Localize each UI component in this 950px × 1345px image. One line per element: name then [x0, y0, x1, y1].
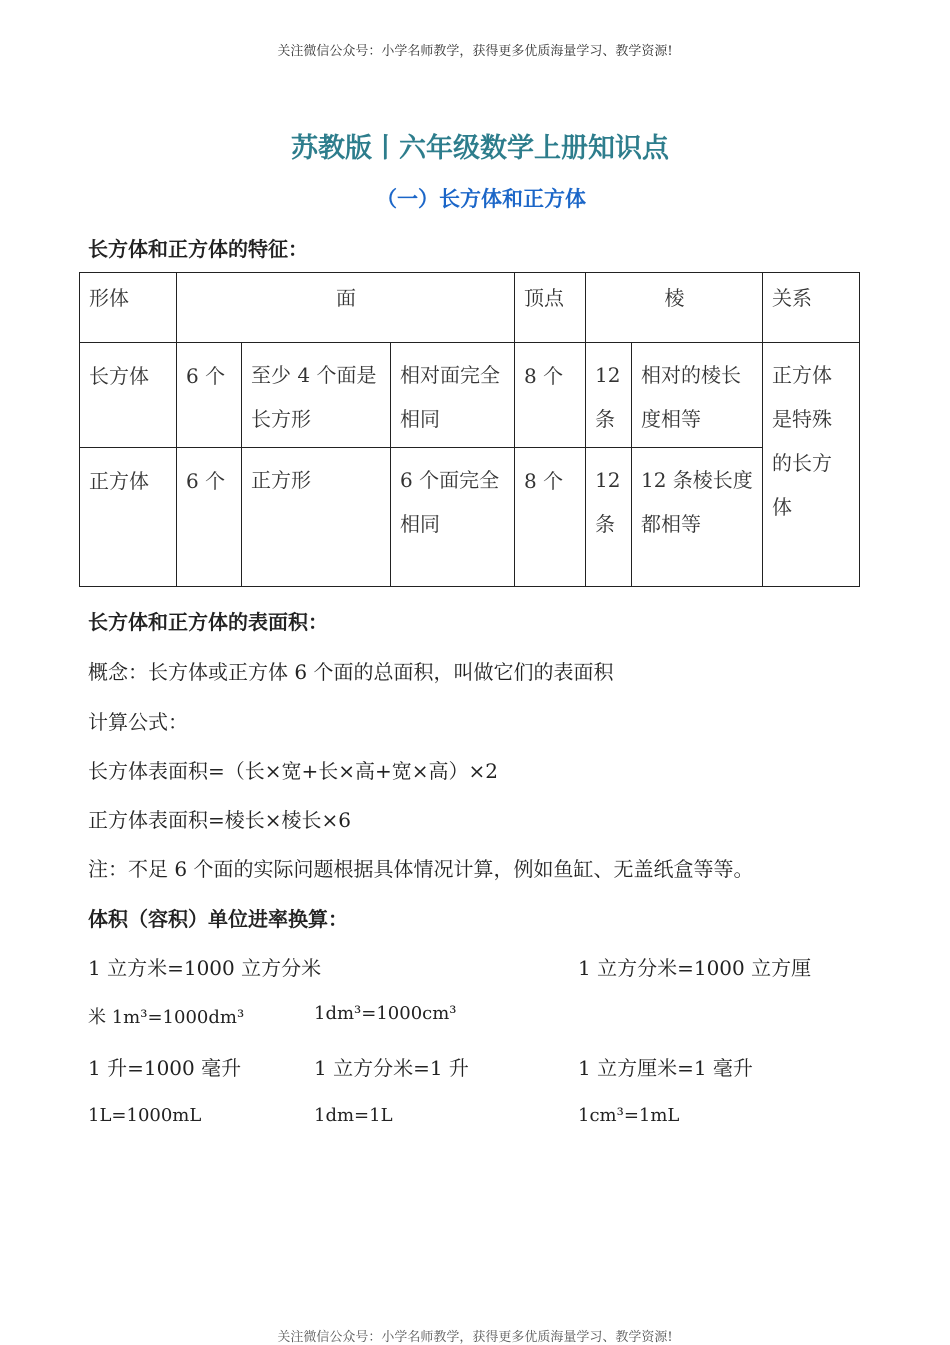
edge-relation-text: 12 条棱长度都相等 — [641, 468, 753, 536]
volume-units-heading: 体积（容积）单位进率换算： — [88, 907, 348, 931]
header-vertex: 顶点 — [515, 273, 586, 343]
table-header-row — [80, 273, 860, 343]
features-table — [79, 272, 860, 587]
cell-vertex-count: 8 个 — [515, 343, 586, 448]
edge-relation-text: 相对的棱长度相等 — [641, 363, 741, 431]
header-face: 面 — [177, 273, 515, 343]
features-heading: 长方体和正方体的特征： — [88, 237, 308, 261]
formula-label: 计算公式： — [88, 710, 188, 734]
face-relation-text: 相对面完全相同 — [400, 363, 500, 431]
table-row-cube — [80, 448, 860, 587]
cell-edge-relation — [632, 343, 763, 448]
edge-count-text: 12 条 — [595, 468, 621, 536]
cell-shape: 正方体 — [80, 448, 177, 587]
unit-line3-left: 1 升=1000 毫升 — [88, 1056, 242, 1080]
cell-edge-relation — [632, 448, 763, 587]
unit-line4-right: 1cm³=1mL — [578, 1105, 680, 1126]
table-row-cuboid — [80, 343, 860, 448]
cell-face-count: 6 个 — [177, 448, 242, 587]
cube-formula: 正方体表面积=棱长×棱长×6 — [88, 808, 351, 832]
cell-edge-count — [586, 448, 632, 587]
unit-line2-mid: 1dm³=1000cm³ — [314, 1003, 457, 1024]
header-shape: 形体 — [80, 273, 177, 343]
unit-line4-left: 1L=1000mL — [88, 1105, 202, 1126]
cell-vertex-count: 8 个 — [515, 448, 586, 587]
cell-relation — [763, 343, 860, 587]
face-shape-text: 至少 4 个面是长方形 — [251, 363, 377, 431]
page-title: 苏教版丨六年级数学上册知识点 — [291, 133, 669, 164]
surface-area-heading: 长方体和正方体的表面积： — [88, 610, 328, 634]
edge-count-text: 12 条 — [595, 363, 621, 431]
cuboid-formula: 长方体表面积=（长×宽+长×高+宽×高）×2 — [88, 759, 499, 783]
cell-face-relation — [391, 343, 515, 448]
unit-line1-right: 1 立方分米=1000 立方厘 — [578, 956, 812, 980]
header-edge: 棱 — [586, 273, 763, 343]
face-relation-text: 6 个面完全相同 — [400, 468, 500, 536]
surface-area-note: 注：不足 6 个面的实际问题根据具体情况计算，例如鱼缸、无盖纸盒等等。 — [88, 857, 754, 881]
cell-face-relation — [391, 448, 515, 587]
cell-face-shape — [242, 343, 391, 448]
cell-shape: 长方体 — [80, 343, 177, 448]
unit-line1-left: 1 立方米=1000 立方分米 — [88, 956, 322, 980]
unit-line4-mid: 1dm=1L — [314, 1105, 393, 1126]
cell-face-shape — [242, 448, 391, 587]
unit-line3-right: 1 立方厘米=1 毫升 — [578, 1056, 753, 1080]
page-subtitle: （一）长方体和正方体 — [376, 187, 586, 211]
header-note: 关注微信公众号：小学名师教学，获得更多优质海量学习、教学资源! — [277, 44, 673, 59]
header-relation: 关系 — [763, 273, 860, 343]
cell-edge-count — [586, 343, 632, 448]
surface-area-concept: 概念：长方体或正方体 6 个面的总面积，叫做它们的表面积 — [88, 660, 614, 684]
face-shape-text: 正方形 — [251, 468, 311, 492]
relation-text: 正方体是特殊的长方体 — [772, 363, 832, 519]
cell-face-count: 6 个 — [177, 343, 242, 448]
unit-line3-mid: 1 立方分米=1 升 — [314, 1056, 469, 1080]
unit-line2-left: 米 1m³=1000dm³ — [88, 1007, 245, 1028]
footer-note: 关注微信公众号：小学名师教学，获得更多优质海量学习、教学资源! — [277, 1330, 673, 1345]
